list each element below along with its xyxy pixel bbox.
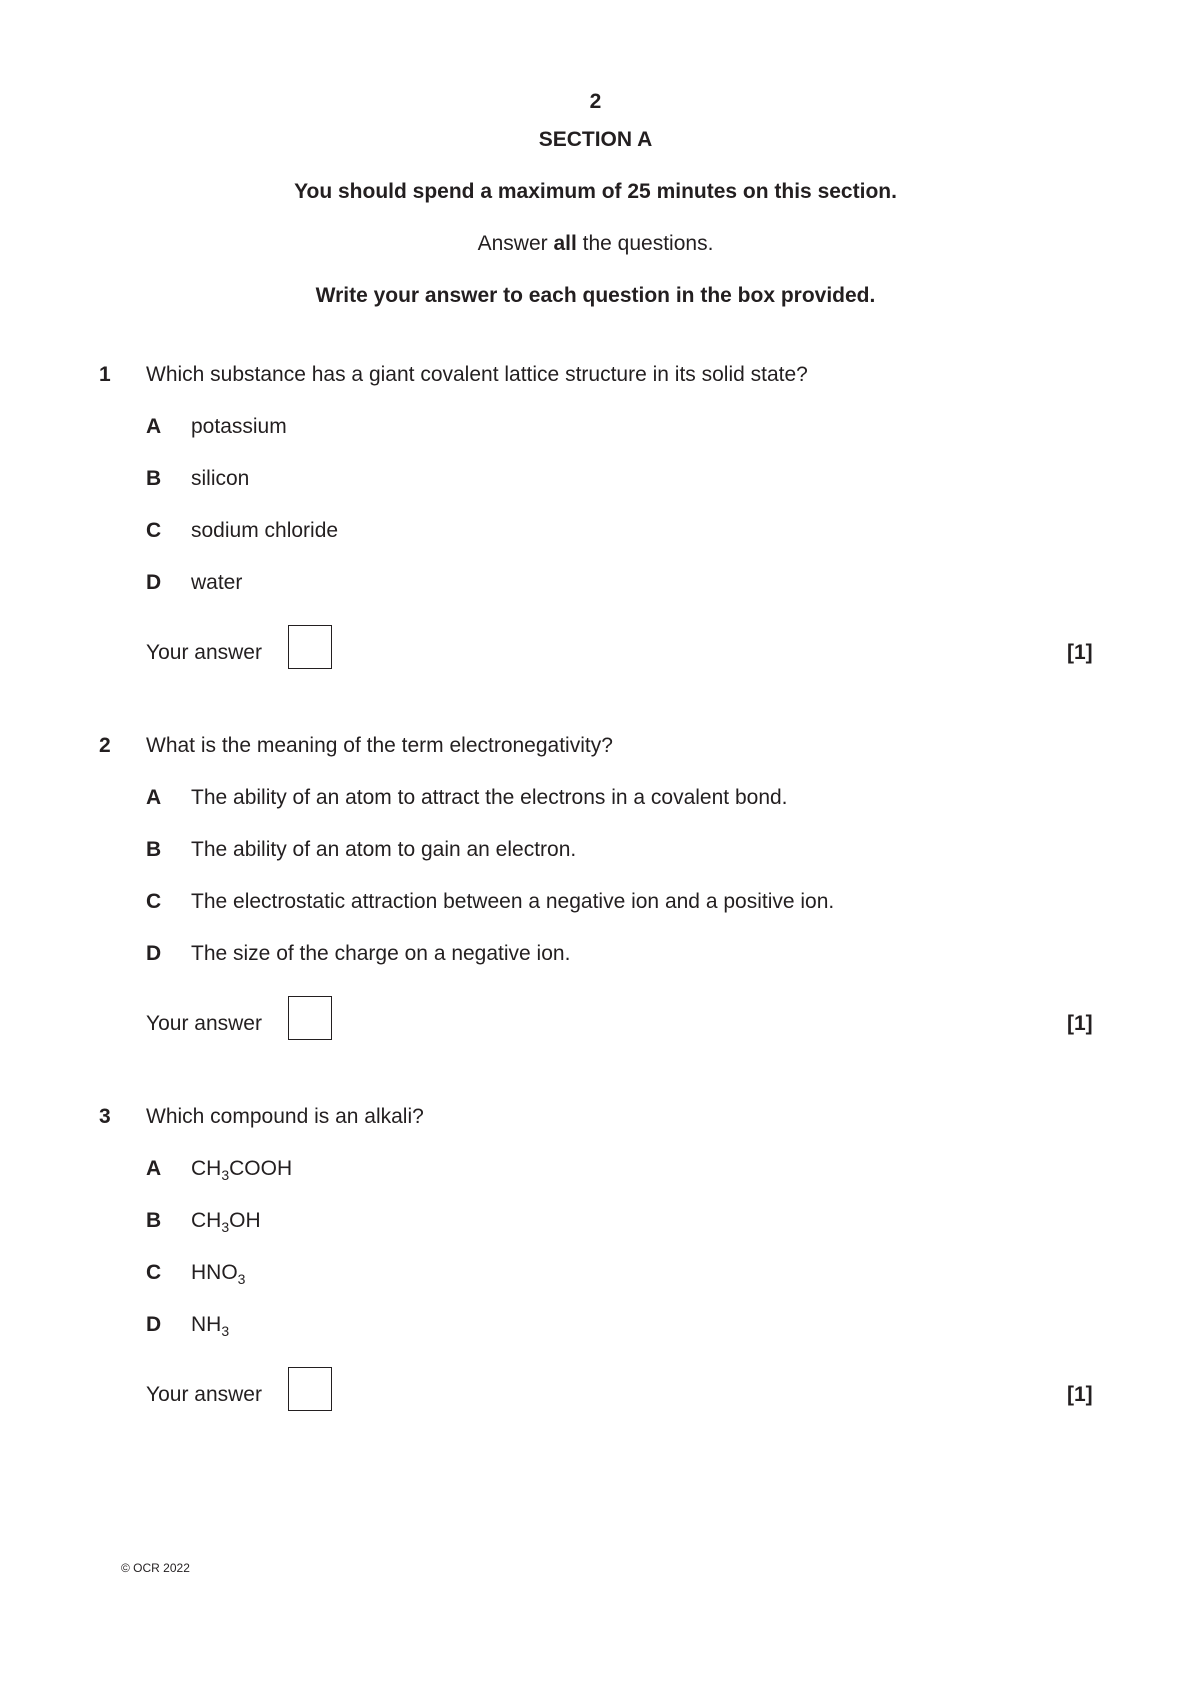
formula-subscript: 3: [221, 1323, 230, 1339]
option-letter: D: [146, 571, 162, 594]
option-letter: A: [146, 786, 162, 809]
answer-box-q2[interactable]: [288, 996, 332, 1040]
option-text: The size of the charge on a negative ion.: [191, 942, 571, 965]
answer-all-bold: all: [553, 232, 577, 255]
box-instruction: Write your answer to each question in the box provided.: [315, 284, 876, 307]
answer-all-pre: Answer: [477, 232, 554, 255]
answer-label: Your answer: [146, 1012, 262, 1035]
option-letter: C: [146, 519, 162, 542]
formula-part: NH: [191, 1313, 222, 1336]
formula-subscript: 3: [221, 1219, 230, 1235]
option-letter: B: [146, 838, 162, 861]
option-text: The ability of an atom to attract the electrons in a covalent bond.: [191, 786, 788, 809]
copyright-notice: © OCR 2022: [121, 1561, 190, 1575]
option-letter: C: [146, 1261, 162, 1284]
answer-label: Your answer: [146, 1383, 262, 1406]
section-title: SECTION A: [538, 128, 653, 151]
option-letter: C: [146, 890, 162, 913]
formula-subscript: 3: [221, 1167, 230, 1183]
option-text: water: [191, 571, 243, 594]
answer-all-instruction: [0, 232, 1191, 256]
answer-box-q1[interactable]: [288, 625, 332, 669]
marks-label: [1]: [1067, 1383, 1093, 1406]
option-formula: [191, 1157, 292, 1181]
formula-part: CH: [191, 1209, 222, 1232]
time-instruction: You should spend a maximum of 25 minutes on this section.: [294, 180, 897, 203]
option-letter: B: [146, 1209, 162, 1232]
option-letter: A: [146, 415, 162, 438]
formula-subscript: 3: [237, 1271, 246, 1287]
formula-part: OH: [229, 1209, 261, 1232]
option-letter: A: [146, 1157, 162, 1180]
marks-label: [1]: [1067, 641, 1093, 664]
option-letter: B: [146, 467, 162, 490]
option-text: The electrostatic attraction between a negative ion and a positive ion.: [191, 890, 835, 913]
formula-part: CH: [191, 1157, 222, 1180]
option-letter: D: [146, 942, 162, 965]
page-number: 2: [589, 90, 602, 113]
option-text: silicon: [191, 467, 250, 490]
option-letter: D: [146, 1313, 162, 1336]
formula-part: COOH: [229, 1157, 293, 1180]
option-formula: [191, 1209, 261, 1233]
option-text: The ability of an atom to gain an electron.: [191, 838, 577, 861]
answer-all-post: the questions.: [576, 232, 714, 255]
answer-box-q3[interactable]: [288, 1367, 332, 1411]
question-text: What is the meaning of the term electronegativity?: [146, 734, 613, 757]
question-number: 1: [99, 363, 111, 386]
question-number: 3: [99, 1105, 111, 1128]
marks-label: [1]: [1067, 1012, 1093, 1035]
option-text: potassium: [191, 415, 287, 438]
question-number: 2: [99, 734, 111, 757]
question-text: Which substance has a giant covalent lattice structure in its solid state?: [146, 363, 808, 386]
answer-label: Your answer: [146, 641, 262, 664]
option-text: sodium chloride: [191, 519, 339, 542]
formula-part: HNO: [191, 1261, 238, 1284]
question-text: Which compound is an alkali?: [146, 1105, 424, 1128]
option-formula: [191, 1261, 245, 1285]
option-formula: [191, 1313, 229, 1337]
